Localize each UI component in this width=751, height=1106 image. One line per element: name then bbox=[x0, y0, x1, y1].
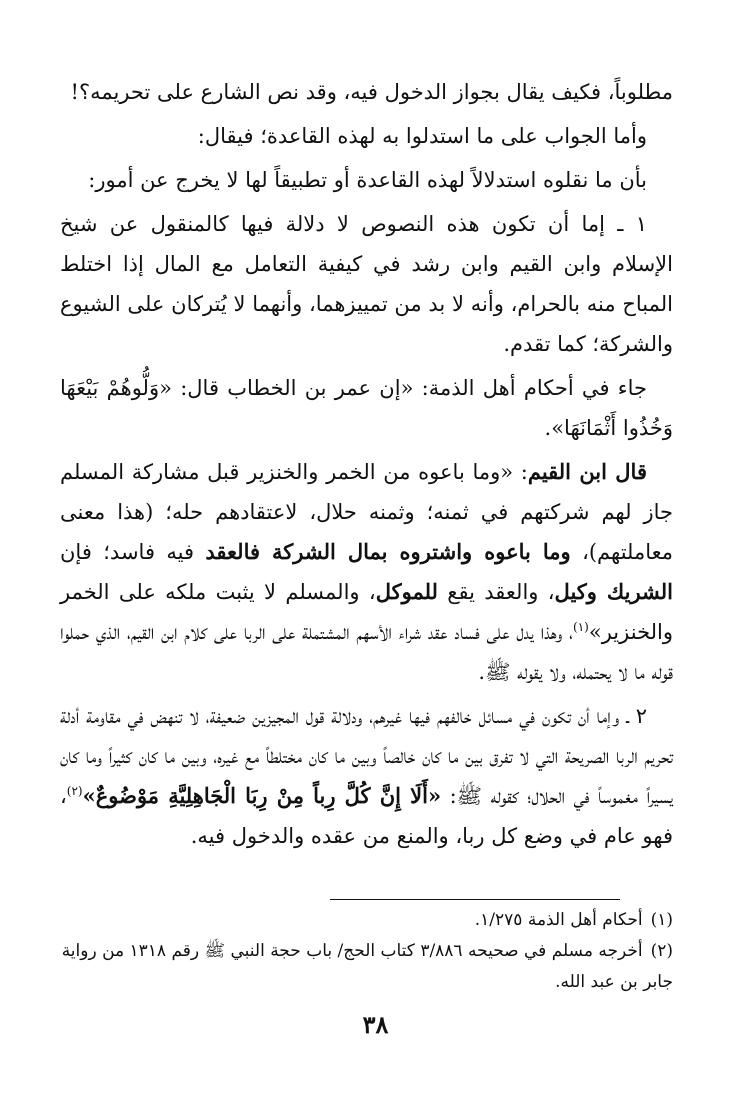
footnote-number: (١) bbox=[650, 910, 673, 930]
bold-text: للموكل bbox=[375, 579, 438, 604]
paragraph-5: جاء في أحكام أهل الذمة: «إن عمر بن الخطاب قال: «وَلُّوهُمْ بَيْعَهَا وَخُذُوا أَثْمَانَهَا». bbox=[60, 376, 673, 440]
footnote-text: أخرجه مسلم في صحيحه ٣/٨٨٦ كتاب الحج/ باب حجة النبي ﷺ رقم ١٣١٨ من رواية جابر بن عبد الله. bbox=[61, 941, 673, 992]
footnote-2 bbox=[60, 936, 673, 998]
footnote-text: أحكام أهل الذمة ١/٢٧٥. bbox=[474, 910, 643, 930]
text-run: فيه فاسد؛ فإن bbox=[60, 540, 206, 564]
paragraph-2: وأما الجواب على ما استدلوا به لهذه القاعدة؛ فيقال: bbox=[197, 124, 647, 148]
paragraph-3: بأن ما نقلوه استدلالاً لهذه القاعدة أو تطبيقاً لها لا يخرج عن أمور: bbox=[88, 168, 647, 192]
main-text bbox=[60, 72, 673, 856]
text-run: ، وهذا يدل على فساد عقد شراء الأسهم المشتملة على الربا على كلام ابن القيم، الذي حملوا قوله ما لا يحتمله، ولا يقوله ﷺ. bbox=[60, 620, 673, 684]
text-run: ، والعقد يقع bbox=[437, 580, 555, 604]
footnote-ref: (٢) bbox=[66, 784, 83, 798]
paragraph-1: مطلوباً، فكيف يقال بجواز الدخول فيه، وقد نص الشارع على تحريمه؟! bbox=[70, 80, 673, 104]
paragraph-6 bbox=[60, 452, 673, 692]
footnote-ref: (١) bbox=[573, 620, 589, 634]
paragraph-7 bbox=[60, 696, 673, 856]
text-run: : «وما باعوه من الخمر والخنزير قبل مشاركة المسلم جاز لهم شركتهم في ثمنه؛ وثمنه حلال، لاعتقادهم حله؛ (هذا معنى معاملتهم)، bbox=[60, 460, 674, 564]
hadith-quote: «أَلَا إِنَّ كُلَّ رِباً مِنْ رِبَا الْجَاهِلِيَّةِ مَوْضُوعٌ» bbox=[82, 783, 442, 808]
bold-text: الشريك وكيل bbox=[554, 579, 673, 604]
text-run: ، فهو عام في وضع كل ربا، والمنع من عقده والدخول فيه. bbox=[60, 784, 673, 848]
footnotes bbox=[60, 905, 673, 998]
text-run: ، والمسلم لا يثبت ملكه على الخمر والخنزير» bbox=[60, 580, 673, 644]
page-number: ٣٨ bbox=[362, 1010, 389, 1039]
paragraph-4: ١ ـ إما أن تكون هذه النصوص لا دلالة فيها كالمنقول عن شيخ الإسلام وابن القيم وابن رشد في كيفية التعامل مع المال إذا اختلط المباح منه بالحرام، وأنه لا بد من تمييزهما، وأنهما لا يُتركان على الشيوع والشركة؛ كما تقدم. bbox=[60, 212, 673, 356]
footnote-number: (٢) bbox=[650, 941, 673, 961]
footnote-divider bbox=[330, 899, 620, 900]
footnote-1 bbox=[60, 905, 673, 936]
bold-text: قال ابن القيم bbox=[527, 459, 647, 484]
text-run: ٢ ـ وإما أن تكون في مسائل خالفهم فيها غيرهم، ودلالة قول المجيزين ضعيفة، لا تنهض في مقاومة أدلة تحريم الربا الصريحة التي لا تفرق بين ما كان خالصاً وبين ما كان مختلطاً مع غيره، وبين ما كان كثيراً وما كان يسيراً مغموساً في الحلال؛ كقوله ﷺ: bbox=[60, 704, 674, 808]
bold-text: وما باعوه واشتروه بمال الشركة فالعقد bbox=[205, 539, 571, 564]
